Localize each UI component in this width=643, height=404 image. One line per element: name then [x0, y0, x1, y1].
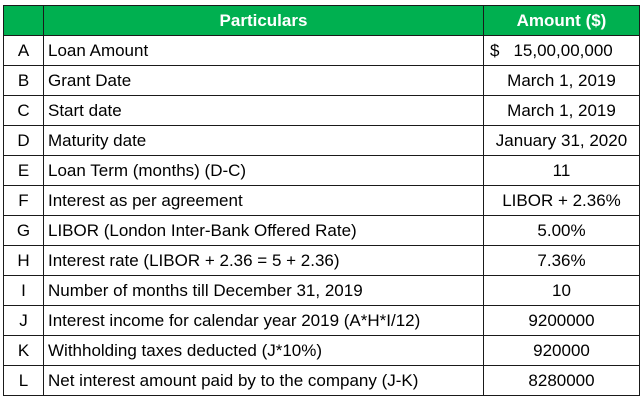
row-particular: Maturity date [44, 126, 484, 156]
row-particular: Interest rate (LIBOR + 2.36 = 5 + 2.36) [44, 246, 484, 276]
table-row [4, 186, 640, 216]
row-amount-cell [484, 126, 640, 156]
table-row [4, 156, 640, 186]
row-particular: Loan Amount [44, 36, 484, 66]
row-amount-cell [484, 216, 640, 246]
row-amount-cell [484, 186, 640, 216]
row-amount-value: 9200000 [528, 310, 595, 330]
row-letter: L [4, 366, 44, 396]
row-letter: K [4, 336, 44, 366]
row-particular: Interest income for calendar year 2019 (A*H*I/12) [44, 306, 484, 336]
table-header-row [4, 6, 640, 36]
row-letter: E [4, 156, 44, 186]
row-particular: Grant Date [44, 66, 484, 96]
row-amount-cell [484, 36, 640, 66]
row-letter: I [4, 276, 44, 306]
table-row [4, 36, 640, 66]
table-row [4, 306, 640, 336]
row-amount-cell [484, 276, 640, 306]
row-letter: A [4, 36, 44, 66]
row-letter: H [4, 246, 44, 276]
row-amount-value: 15,00,00,000 [513, 40, 613, 60]
row-amount-cell [484, 156, 640, 186]
row-letter: G [4, 216, 44, 246]
row-amount-value: January 31, 2020 [495, 130, 628, 150]
row-letter: C [4, 96, 44, 126]
row-letter: F [4, 186, 44, 216]
row-amount-value: March 1, 2019 [507, 100, 616, 120]
currency-symbol: $ [490, 40, 500, 60]
row-particular: Withholding taxes deducted (J*10%) [44, 336, 484, 366]
row-amount-value: March 1, 2019 [507, 70, 616, 90]
row-amount-value: LIBOR + 2.36% [502, 190, 621, 210]
row-letter: B [4, 66, 44, 96]
table-row [4, 336, 640, 366]
row-amount-value: 10 [552, 280, 571, 300]
header-amount: Amount ($) [484, 6, 640, 36]
header-letter-cell [4, 6, 44, 36]
table-body [4, 36, 640, 396]
row-particular: Interest as per agreement [44, 186, 484, 216]
row-amount-value: 7.36% [537, 250, 586, 270]
row-letter: D [4, 126, 44, 156]
row-letter: J [4, 306, 44, 336]
table-row [4, 96, 640, 126]
loan-interest-table-container [3, 5, 640, 396]
table-row [4, 126, 640, 156]
row-particular: Start date [44, 96, 484, 126]
row-amount-cell [484, 66, 640, 96]
row-amount-value: 11 [552, 160, 571, 180]
row-particular: Net interest amount paid by to the company (J-K) [44, 366, 484, 396]
table-row [4, 216, 640, 246]
table-row [4, 66, 640, 96]
table-row [4, 276, 640, 306]
row-amount-cell [484, 366, 640, 396]
row-particular: LIBOR (London Inter-Bank Offered Rate) [44, 216, 484, 246]
loan-interest-table [3, 5, 640, 396]
row-amount-cell [484, 246, 640, 276]
row-amount-cell [484, 306, 640, 336]
row-particular: Loan Term (months) (D-C) [44, 156, 484, 186]
row-amount-cell [484, 336, 640, 366]
row-amount-value: 5.00% [537, 220, 586, 240]
table-row [4, 246, 640, 276]
header-particulars: Particulars [44, 6, 484, 36]
table-row [4, 366, 640, 396]
row-amount-value: 8280000 [528, 370, 595, 390]
row-particular: Number of months till December 31, 2019 [44, 276, 484, 306]
row-amount-cell [484, 96, 640, 126]
row-amount-value: 920000 [533, 340, 590, 360]
